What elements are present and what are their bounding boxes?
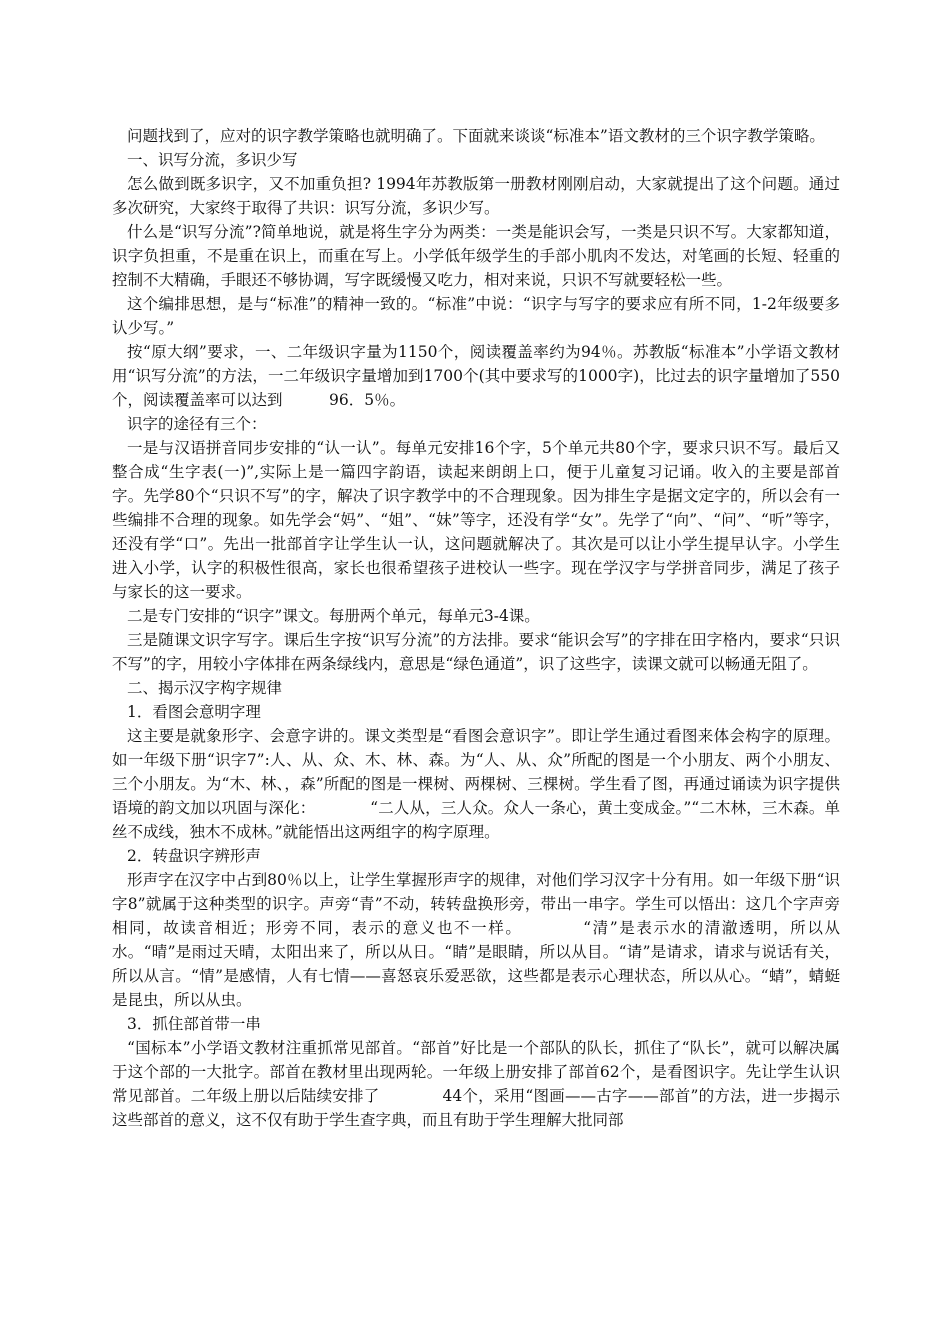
body-paragraph: 这主要是就象形字、会意字讲的。课文类型是“看图会意识字”。即让学生通过看图来体会构字的原理。如一年级下册“识字7”:人、从、众、木、林、森。为“人、从、众”所配的图是一个小朋友、两个小朋友、三个小朋友。为“木、林、，森”所配的图是一棵树、两棵树、三棵树。学生看了图，再通过诵读为识字提供语境的韵文加以巩固与深化： “二人从，三人众。众人一条心，黄土变成金。”“二木林，三木森。单丝不成线，独木不成林。”就能悟出这两组字的构字原理。 <box>112 727 840 841</box>
body-paragraph: 按“原大纲”要求，一、二年级识字量为1150个，阅读覆盖率约为94％。苏教版“标准本”小学语文教材用“识写分流”的方法，一二年级识字量增加到1700个(其中要求写的1000字)，比过去的识字量增加了550个，阅读覆盖率可以达到 96．5％。 <box>112 343 840 409</box>
subsection-heading: 1．看图会意明字理 <box>127 703 261 721</box>
document-body <box>112 124 840 1132</box>
body-paragraph: 怎么做到既多识字，又不加重负担? 1994年苏教版第一册教材刚刚启动，大家就提出了这个问题。通过多次研究，大家终于取得了共识：识写分流，多识少写。 <box>112 175 840 217</box>
body-paragraph: 一是与汉语拼音同步安排的“认一认”。每单元安排16个字，5个单元共80个字，要求只识不写。最后又整合成“生字表(一)”,实际上是一篇四字韵语，读起来朗朗上口，便于儿童复习记诵。收入的主要是部首字。先学80个“只识不写”的字，解决了识字教学中的不合理现象。因为排生字是据文定字的，所以会有一些编排不合理的现象。如先学会“妈”、“姐”、“妹”等字，还没有学“女”。先学了“向”、“问”、“听”等字，还没有学“口”。先出一批部首字让学生认一认，这问题就解决了。其次是可以让小学生提早认字。小学生进入小学，认字的积极性很高，家长也很希望孩子进校认一些字。现在学汉字与学拼音同步，满足了孩子与家长的这一要求。 <box>112 439 840 601</box>
section-heading-2: 二、揭示汉字构字规律 <box>127 679 283 697</box>
intro-paragraph: 问题找到了，应对的识字教学策略也就明确了。下面就来谈谈“标准本”语文教材的三个识字教学策略。 <box>127 127 825 145</box>
body-paragraph: “国标本”小学语文教材注重抓常见部首。“部首”好比是一个部队的队长，抓住了“队长”，就可以解决属于这个部的一大批字。部首在教材里出现两轮。一年级上册安排了部首62个，是看图识字。先让学生认识常见部首。二年级上册以后陆续安排了 44个，采用“图画——古字——部首”的方法，进一步揭示这些部首的意义，这不仅有助于学生查字典，而且有助于学生理解大批同部 <box>112 1039 840 1129</box>
body-paragraph: 这个编排思想，是与“标准”的精神一致的。“标准”中说：“识字与写字的要求应有所不同，1-2年级要多认少写。” <box>112 295 840 337</box>
subsection-heading: 2．转盘识字辨形声 <box>127 847 261 865</box>
body-paragraph: 二是专门安排的“识字”课文。每册两个单元，每单元3-4课。 <box>127 607 540 625</box>
body-paragraph: 形声字在汉字中占到80％以上，让学生掌握形声字的规律，对他们学习汉字十分有用。如一年级下册“识字8”就属于这种类型的识字。声旁“青”不动，转转盘换形旁，带出一串字。学生可以悟出：这几个字声旁相同，故读音相近；形旁不同，表示的意义也不一样。 “清”是表示水的清澈透明，所以从水。“晴”是雨过天晴，太阳出来了，所以从日。“睛”是眼睛，所以从目。“请”是请求，请求与说话有关，所以从言。“情”是感情，人有七情——喜怒哀乐爱恶欲，这些都是表示心理状态，所以从心。“蜻”，蜻蜓是昆虫，所以从虫。 <box>112 871 840 1009</box>
subsection-heading: 3．抓住部首带一串 <box>127 1015 261 1033</box>
body-paragraph: 识字的途径有三个： <box>127 415 267 433</box>
section-heading-1: 一、识写分流，多识少写 <box>127 151 298 169</box>
body-paragraph: 什么是“识写分流”?简单地说，就是将生字分为两类：一类是能识会写，一类是只识不写。大家都知道，识字负担重，不是重在识上，而重在写上。小学低年级学生的手部小肌肉不发达，对笔画的长短、轻重的控制不大精确，手眼还不够协调，写字既缓慢又吃力，相对来说，只识不写就要轻松一些。 <box>112 223 840 289</box>
body-paragraph: 三是随课文识字写字。课后生字按“识写分流”的方法排。要求“能识会写”的字排在田字格内，要求“只识不写”的字，用较小字体排在两条绿线内，意思是“绿色通道”，识了这些字，读课文就可以畅通无阻了。 <box>112 631 840 673</box>
